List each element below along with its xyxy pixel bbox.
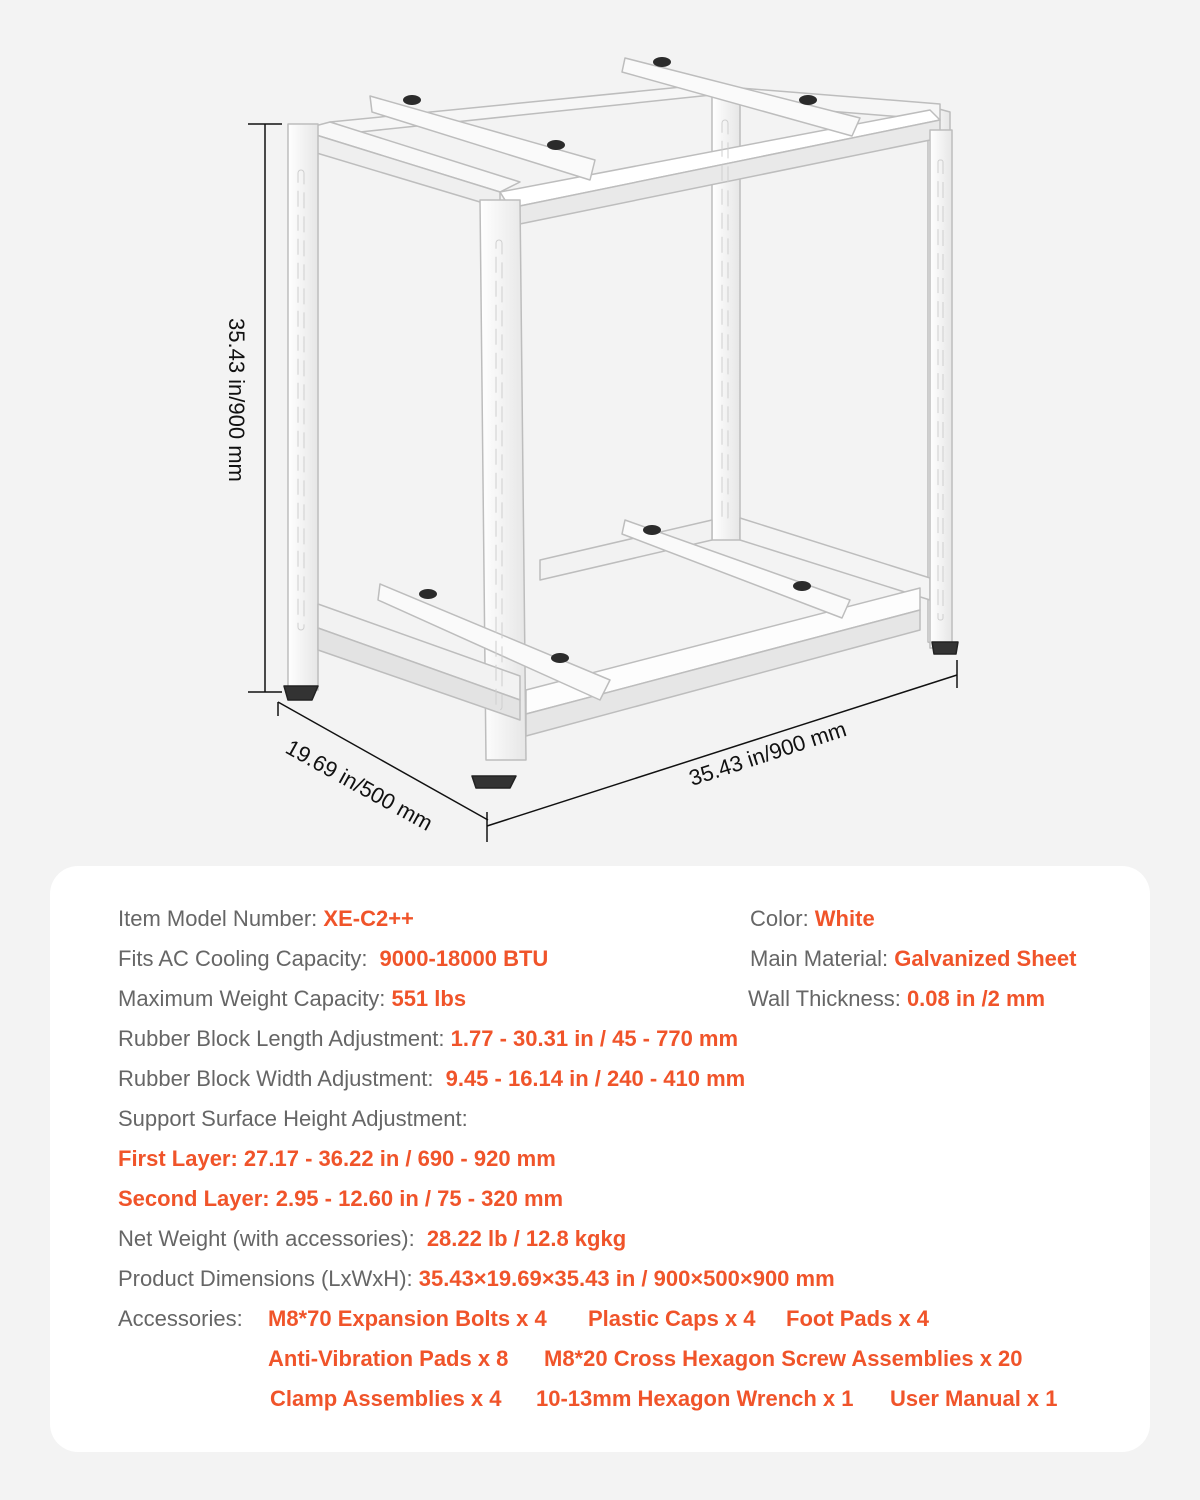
accessory-item: Clamp Assemblies x 4 [270,1386,502,1411]
spec-cooling-capacity: Fits AC Cooling Capacity: 9000-18000 BTU [118,946,549,971]
spec-color: Color: White [750,906,875,931]
spec-first-layer: First Layer: 27.17 - 36.22 in / 690 - 920 mm [118,1146,556,1171]
depth-dimension-label: 19.69 in/500 mm [281,734,438,836]
accessory-item: M8*70 Expansion Bolts x 4 [268,1306,547,1331]
width-dimension-label: 35.43 in/900 mm [685,716,850,791]
spec-second-layer: Second Layer: 2.95 - 12.60 in / 75 - 320 mm [118,1186,564,1211]
accessory-item: Plastic Caps x 4 [588,1306,756,1331]
accessory-item: 10-13mm Hexagon Wrench x 1 [536,1386,854,1411]
spec-length-adjustment: Rubber Block Length Adjustment: 1.77 - 30.31 in / 45 - 770 mm [118,1026,739,1051]
accessory-item: M8*20 Cross Hexagon Screw Assemblies x 20 [544,1346,1023,1371]
spec-main-material: Main Material: Galvanized Sheet [750,946,1077,971]
spec-width-adjustment: Rubber Block Width Adjustment: 9.45 - 16.14 in / 240 - 410 mm [118,1066,746,1091]
ac-stand-frame [284,58,958,791]
accessory-item: Anti-Vibration Pads x 8 [268,1346,509,1371]
dimension-lines [248,124,957,842]
spec-max-weight: Maximum Weight Capacity: 551 lbs [118,986,467,1011]
accessory-item: Foot Pads x 4 [786,1306,930,1331]
spec-product-dimensions: Product Dimensions (LxWxH): 35.43×19.69×35.43 in / 900×500×900 mm [118,1266,835,1291]
spec-height-adjustment: Support Surface Height Adjustment: [118,1106,468,1131]
accessory-item: User Manual x 1 [890,1386,1058,1411]
spec-net-weight: Net Weight (with accessories): 28.22 lb / 12.8 kgkg [118,1226,627,1251]
spec-accessories-label: Accessories: [118,1306,243,1331]
height-dimension-label: 35.43 in/900 mm [224,318,249,482]
spec-wall-thickness: Wall Thickness: 0.08 in /2 mm [748,986,1046,1011]
spec-model-number: Item Model Number: XE-C2++ [118,906,414,931]
specifications-card [50,866,1150,1452]
